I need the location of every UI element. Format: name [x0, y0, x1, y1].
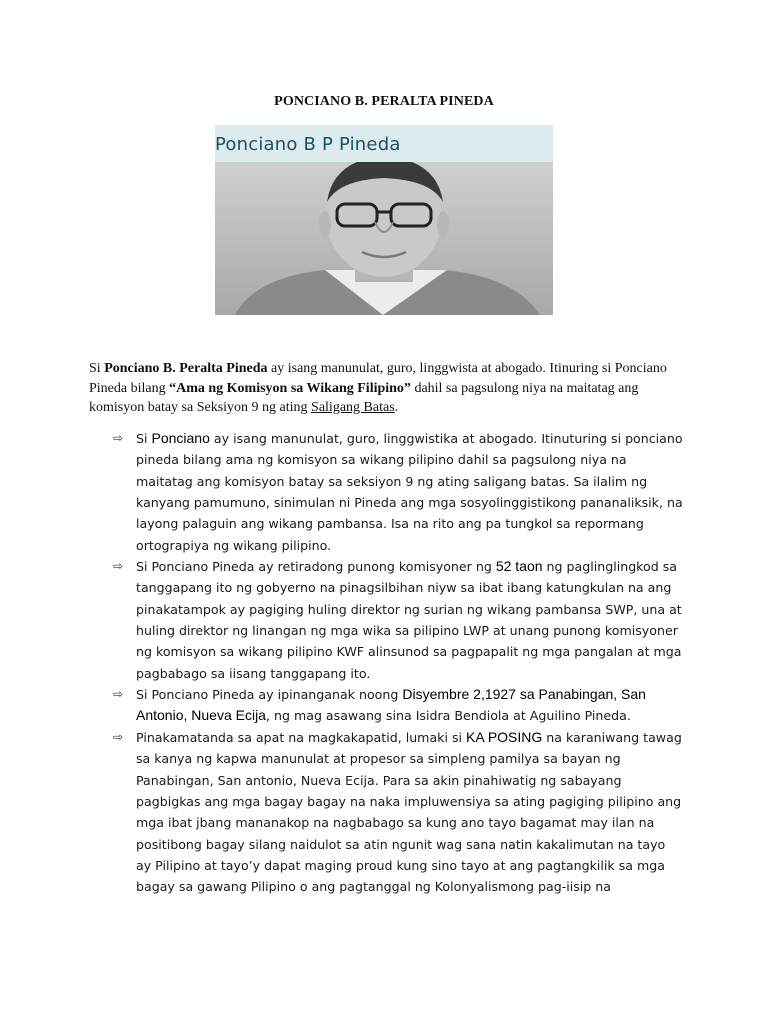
bullet-text: Pinakamatanda sa apat na magkakapatid, lumaki si [136, 729, 467, 745]
bullet-item [113, 556, 683, 684]
portrait-image [215, 162, 553, 315]
bullet-list [113, 428, 683, 898]
bullet-highlight: KA POSING [466, 728, 543, 745]
intro-link-saligang-batas[interactable]: Saligang Batas [311, 400, 395, 415]
bullet-highlight: Ponciano [151, 430, 210, 446]
bullet-text: ay isang manunulat, guro, linggwistika at abogado. Itinuturing si ponciano pineda bilang ama ng komisyon sa wikang pilipino dahil sa pagsulong niya na maitatag ang komisyon batay sa seksiyon 9 ng ating saligang batas. Sa ilalim ng kanyang pamumuno, sinimulan ni Pineda ang mga sosyolinggistikong pananaliksik, na layong palaguin ang wikang pambansa. Isa na rito ang pa tungkol sa repormang ortograpiya ng wikang pilipino. [136, 431, 683, 553]
intro-text-4: . [394, 400, 399, 415]
intro-text-1: Si [89, 361, 105, 376]
bullet-text: Si [136, 431, 152, 446]
bullet-highlight: Disyembre 2,1927 sa Panabingan, San Antonio, Nueva Ecija [136, 686, 646, 724]
portrait-photo [215, 125, 553, 315]
document-title: PONCIANO B. PERALTA PINEDA [274, 94, 494, 109]
bullet-item [113, 727, 683, 898]
bullet-text: na karaniwang tawag sa kanya ng kapwa manunulat at propesor sa simpleng pamilya sa bayan ng Panabingan, San antonio, Nueva Ecija. Para sa akin pinahiwatig ng sabayang pagbigkas ang mga bagay bagay na naka impluwensiya sa ating pagiging pilipino ang mga ibat jbang mananakop na nagbabago sa kung ano tayo bagamat may ilan na positibong bagay silang naidulot sa atin ngunit wag sana natin kakalimutan na tayo ay Pilipino at tayo’y dapat maging proud kung sino tayo at ang pagtangkilik sa mga bagay sa gawang Pilipino o ang pagtanggal ng Kolonyalismong pag-iisip na [136, 729, 682, 895]
bullet-text: Si Ponciano Pineda ay ipinanganak noong [136, 687, 403, 703]
intro-text-3: dahil sa pagsulong niya na maitatag ang komisyon batay sa Seksiyon 9 ng ating [89, 380, 639, 415]
arrow-bullet-icon: ⇨ [113, 687, 124, 702]
bullet-item [113, 684, 683, 727]
bullet-highlight: 52 taon [495, 558, 543, 575]
photo-caption: Ponciano B P Pineda [215, 134, 401, 155]
arrow-bullet-icon: ⇨ [113, 559, 124, 574]
intro-paragraph [89, 359, 689, 418]
intro-name: Ponciano B. Peralta Pineda [104, 361, 268, 376]
bullet-item [113, 428, 683, 556]
intro-title-quote: “Ama ng Komisyon sa Wikang Filipino” [169, 380, 411, 396]
photo-caption-banner [215, 125, 553, 162]
bullet-text: Si Ponciano Pineda ay retiradong punong komisyoner ng [136, 559, 496, 575]
arrow-bullet-icon: ⇨ [113, 431, 124, 445]
bullet-text: ng paglinglingkod sa tanggapang ito ng gobyerno na pinagsilbihan niyw sa ibat ibang katungkulan na ang pinakatampok ay pagiging huling direktor ng surian ng wikang pambansa SWP, una at huling direktor ng linangan ng mga wika sa pilipino LWP at unang punong komisyoner ng komisyon sa wikang pilipino KWF alinsunod sa pagpapalit ng mga pangalan at mga pagbabago sa iisang tanggapang ito. [136, 559, 682, 681]
bullet-text: , ng mag asawang sina Isidra Bendiola at Aguilino Pineda. [265, 708, 631, 724]
arrow-bullet-icon: ⇨ [113, 729, 124, 744]
intro-text-2: ay isang manunulat, guro, linggwista at abogado. Itinuring si Ponciano Pineda bilang [89, 361, 667, 396]
